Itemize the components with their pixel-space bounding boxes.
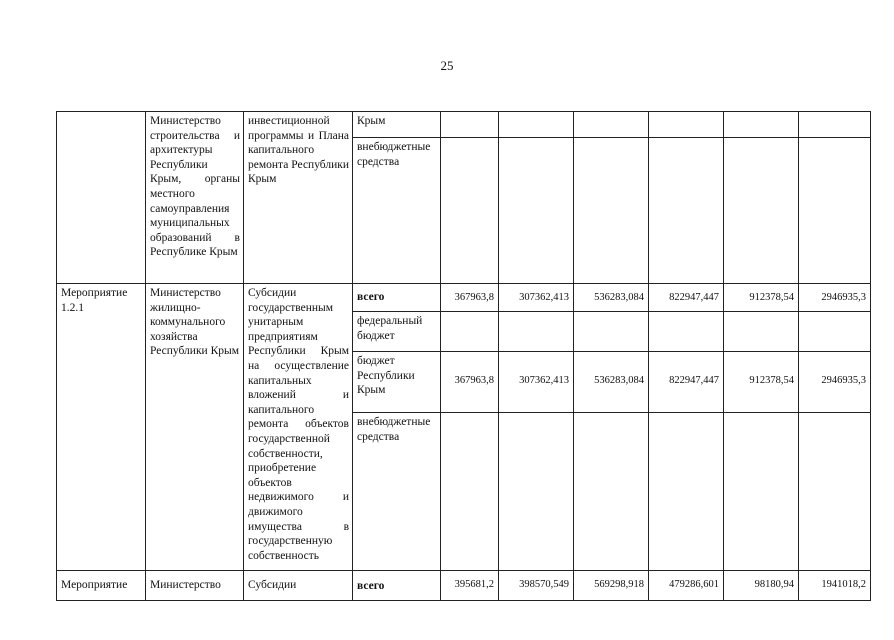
funding-source-cell: всего	[353, 284, 441, 312]
value-cell	[441, 312, 499, 352]
description-cell: Субсидии	[244, 571, 353, 601]
value-cell: 2946935,3	[799, 284, 871, 312]
value-cell	[649, 138, 724, 284]
value-cell	[649, 413, 724, 571]
value-cell: 912378,54	[724, 284, 799, 312]
value-cell: 1941018,2	[799, 571, 871, 601]
value-cell	[574, 112, 649, 138]
description-cell: Субсидии государственным унитарным предприятиям Республики Крым на осуществление капитальных вложений и капитального ремонта объектов государственной собственности, приобретение объектов недвижимого и движимого имущества в государственную собственность	[244, 284, 353, 571]
value-cell	[574, 413, 649, 571]
value-cell: 307362,413	[499, 352, 574, 413]
funding-source-cell: всего	[353, 571, 441, 601]
value-cell	[499, 138, 574, 284]
value-cell: 822947,447	[649, 284, 724, 312]
value-cell	[724, 138, 799, 284]
value-cell	[441, 112, 499, 138]
event-cell: Мероприятие 1.2.1	[57, 284, 146, 571]
value-cell	[574, 138, 649, 284]
executor-cell: Министерство строительства и архитектуры Республики Крым, органы местного самоуправления муниципальных образований в Республике Крым	[146, 112, 244, 284]
funding-source-cell: внебюджетные средства	[353, 138, 441, 284]
value-cell	[441, 413, 499, 571]
value-cell: 536283,084	[574, 352, 649, 413]
value-cell: 2946935,3	[799, 352, 871, 413]
value-cell: 98180,94	[724, 571, 799, 601]
value-cell	[499, 413, 574, 571]
value-cell	[724, 413, 799, 571]
budget-table	[56, 111, 871, 601]
value-cell	[724, 112, 799, 138]
value-cell: 479286,601	[649, 571, 724, 601]
funding-source-cell: бюджет Республики Крым	[353, 352, 441, 413]
executor-cell: Министерство	[146, 571, 244, 601]
value-cell	[799, 112, 871, 138]
value-cell	[649, 312, 724, 352]
value-cell: 395681,2	[441, 571, 499, 601]
value-cell	[799, 413, 871, 571]
table-row	[57, 112, 871, 138]
value-cell: 569298,918	[574, 571, 649, 601]
value-cell	[649, 112, 724, 138]
value-cell: 398570,549	[499, 571, 574, 601]
funding-source-cell: внебюджетные средства	[353, 413, 441, 571]
table-row	[57, 571, 871, 601]
value-cell	[574, 312, 649, 352]
value-cell: 822947,447	[649, 352, 724, 413]
value-cell: 367963,8	[441, 284, 499, 312]
event-cell	[57, 112, 146, 284]
value-cell	[799, 138, 871, 284]
page-number: 25	[440, 58, 454, 73]
event-cell: Мероприятие	[57, 571, 146, 601]
value-cell	[441, 138, 499, 284]
executor-cell: Министерство жилищно-коммунального хозяйства Республики Крым	[146, 284, 244, 571]
funding-source-cell: Крым	[353, 112, 441, 138]
value-cell	[799, 312, 871, 352]
description-cell: инвестиционной программы и Плана капитального ремонта Республики Крым	[244, 112, 353, 284]
value-cell	[499, 312, 574, 352]
value-cell: 912378,54	[724, 352, 799, 413]
funding-source-cell: федеральный бюджет	[353, 312, 441, 352]
value-cell: 536283,084	[574, 284, 649, 312]
table-row	[57, 284, 871, 312]
value-cell: 367963,8	[441, 352, 499, 413]
value-cell	[724, 312, 799, 352]
value-cell	[499, 112, 574, 138]
value-cell: 307362,413	[499, 284, 574, 312]
